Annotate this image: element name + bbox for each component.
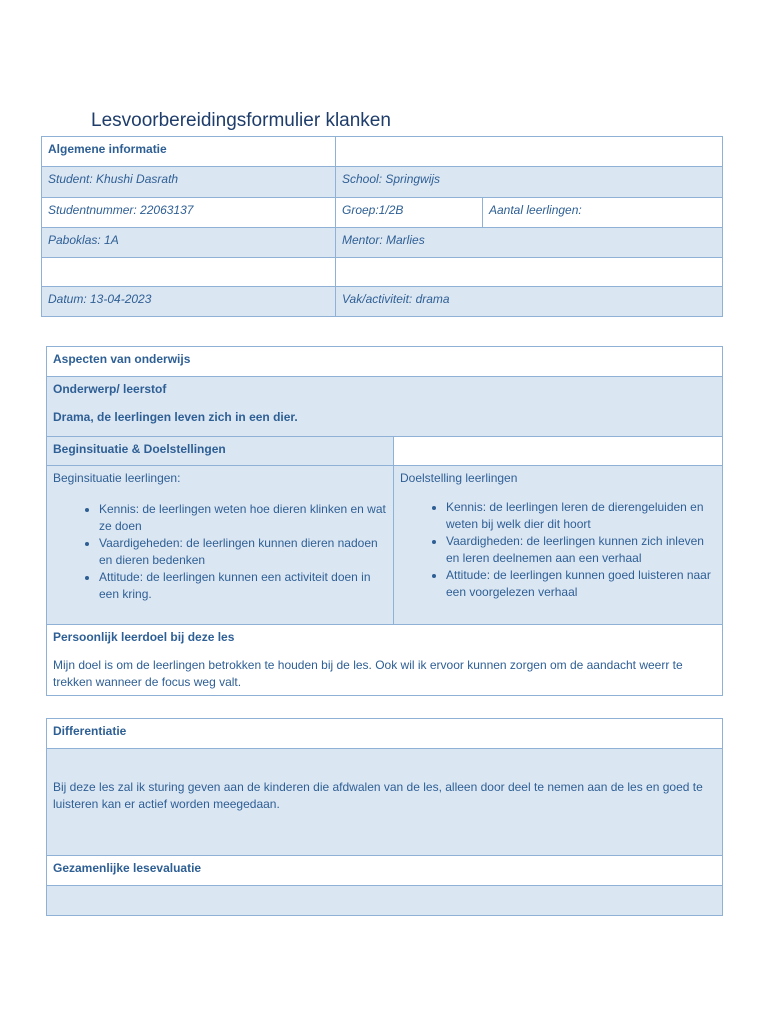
student-field: Student: Khushi Dasrath — [42, 167, 336, 198]
vak-field: Vak/activiteit: drama — [336, 287, 723, 317]
onderwerp-text: Drama, de leerlingen leven zich in een dier. — [53, 410, 298, 424]
school-field: School: Springwijs — [336, 167, 723, 198]
beginsituatie-list — [53, 501, 387, 603]
groep-field: Groep:1/2B — [336, 198, 483, 228]
studentnummer-field: Studentnummer: 22063137 — [42, 198, 336, 228]
general-empty-cell — [336, 137, 723, 167]
leerdoel-label: Persoonlijk leerdoel bij deze les — [53, 630, 235, 644]
datum-field: Datum: 13-04-2023 — [42, 287, 336, 317]
aspects-table — [46, 346, 723, 696]
list-item: • Kennis: de leerlingen weten hoe dieren klinken en wat ze doen — [99, 501, 387, 535]
begin-doel-empty — [394, 437, 723, 466]
doelstelling-label: Doelstelling leerlingen — [400, 471, 518, 485]
aspects-heading: Aspecten van onderwijs — [47, 347, 723, 377]
aantal-leerlingen-field: Aantal leerlingen: — [483, 198, 723, 228]
beginsituatie-cell — [47, 466, 394, 625]
begin-doel-heading: Beginsituatie & Doelstellingen — [47, 437, 394, 466]
general-info-table — [41, 136, 723, 317]
paboklas-field: Paboklas: 1A — [42, 228, 336, 258]
differentiatie-heading: Differentiatie — [47, 719, 723, 749]
page-title: Lesvoorbereidingsformulier klanken — [91, 110, 391, 131]
beginsituatie-label: Beginsituatie leerlingen: — [53, 471, 181, 485]
list-item: • Attitude: de leerlingen kunnen een activiteit doen in een kring. — [99, 569, 387, 603]
differentiatie-text: Bij deze les zal ik sturing geven aan de kinderen die afdwalen van de les, alleen door deel te nemen aan de les en goed te luisteren kan er actief worden meegedaan. — [47, 749, 723, 856]
doelstelling-list — [400, 499, 716, 601]
list-item: • Vaardigeheden: de leerlingen kunnen dieren nadoen en dieren bedenken — [99, 535, 387, 569]
empty-cell-right — [336, 258, 723, 287]
empty-cell-left — [42, 258, 336, 287]
list-item: • Kennis: de leerlingen leren de dierengeluiden en weten bij welk dier dit hoort — [446, 499, 716, 533]
leerdoel-text: Mijn doel is om de leerlingen betrokken te houden bij de les. Ook wil ik ervoor kunnen zorgen om de aandacht weerr te trekken wanneer de focus weg valt. — [53, 658, 683, 689]
evaluatie-label: Gezamenlijke lesevaluatie — [47, 856, 723, 886]
onderwerp-cell — [47, 377, 723, 437]
evaluatie-empty — [47, 886, 723, 916]
list-item: • Attitude: de leerlingen kunnen goed luisteren naar een voorgelezen verhaal — [446, 567, 716, 601]
differentiatie-table — [46, 718, 723, 916]
leerdoel-cell — [47, 625, 723, 696]
general-heading: Algemene informatie — [42, 137, 336, 167]
list-item: • Vaardigheden: de leerlingen kunnen zich inleven en leren deelnemen aan een verhaal — [446, 533, 716, 567]
onderwerp-label: Onderwerp/ leerstof — [53, 382, 167, 396]
mentor-field: Mentor: Marlies — [336, 228, 723, 258]
doelstelling-cell — [394, 466, 723, 625]
